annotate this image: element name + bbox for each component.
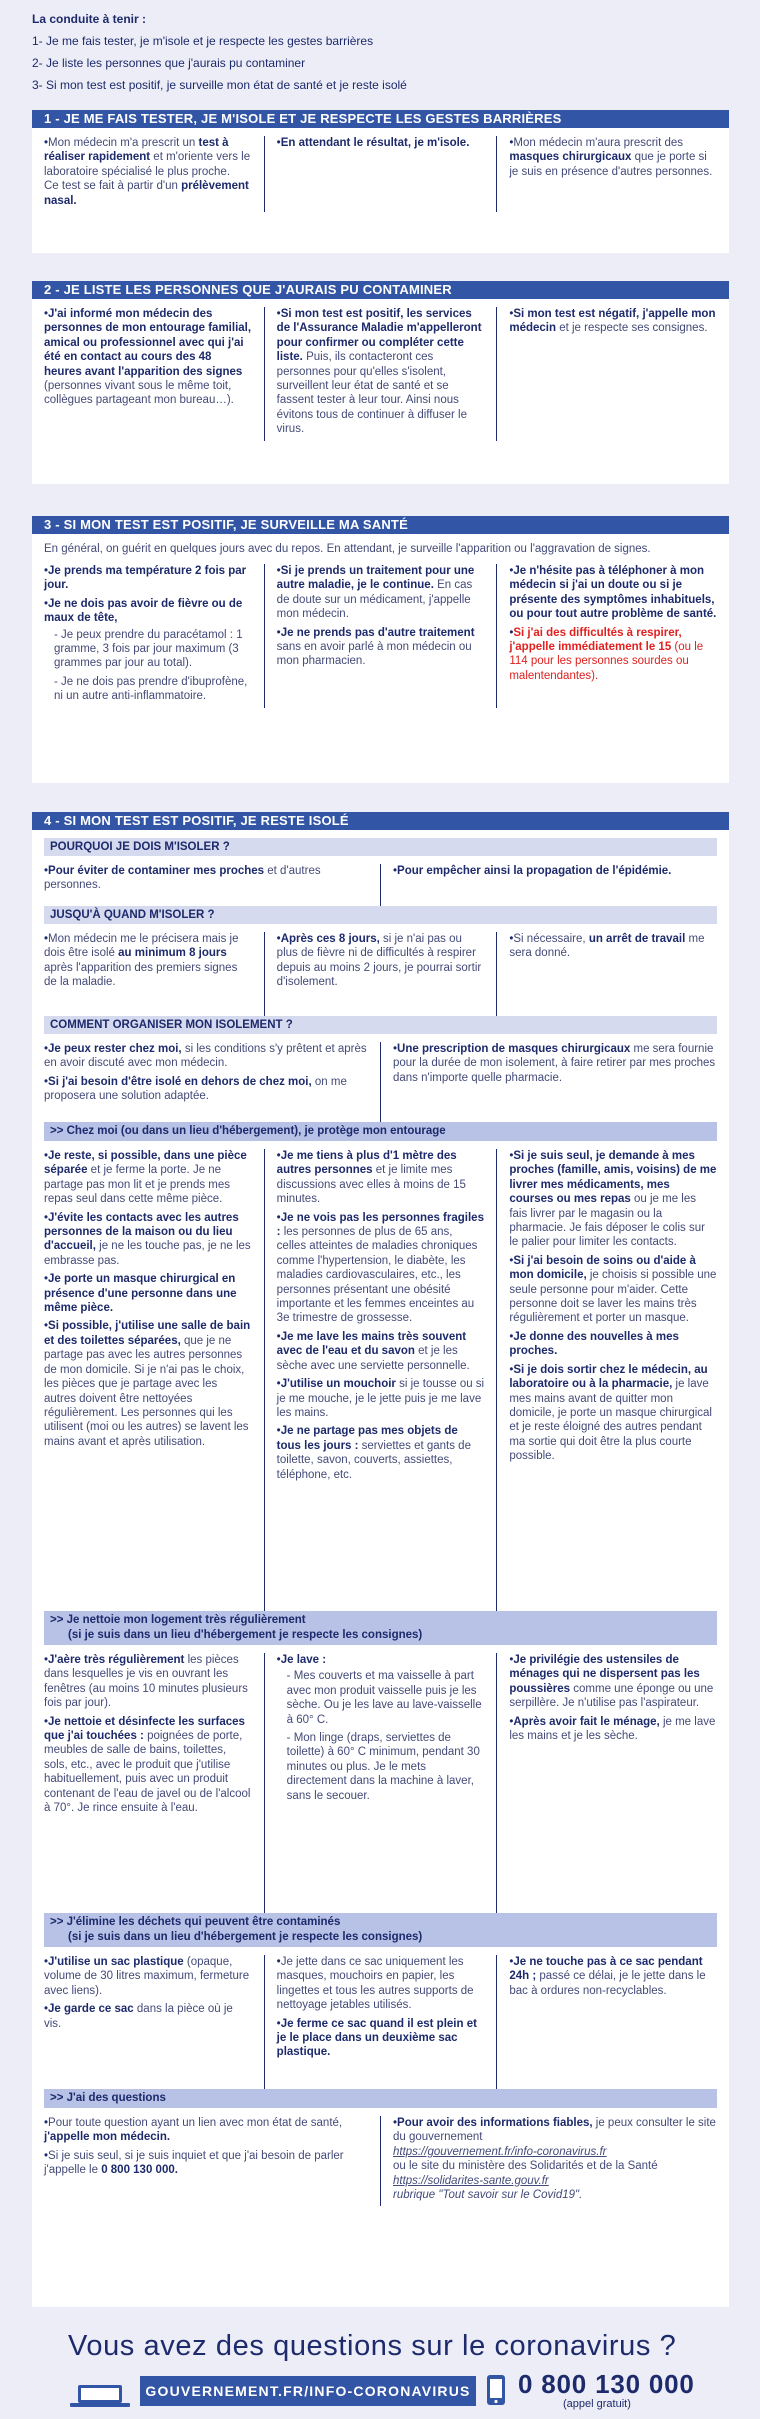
emergency-15: • Si j'ai des difficultés à respirer, j'appelle immédiatement le 15 (ou le 114 pour les personnes sourdes ou malentendantes). bbox=[509, 626, 717, 684]
waste-col-2: • Je jette dans ce sac uniquement les masques, mouchoirs en papier, les lingettes et tous les autres supports de nettoyage jetables utilisés. • Je ferme ce sac quand il est plein et je le place dans un deuxième sac plastique. bbox=[264, 1955, 497, 2089]
section-3 bbox=[32, 516, 729, 783]
clean-col-1: • J'aère très régulièrement les pièces dans lesquelles je vis en ouvrant les fenêtres (au moins 10 minutes plusieurs fois par jour). • Je nettoie et désinfecte les surfaces que j'ai touchées : poignées de porte, meubles de salle de bains, toilettes, sols, etc., avec le produit que j'utilise habituellement, puis avec un produit contenant de l'eau de javel ou de l'alcool à 70°. Je rince ensuite à l'eau. bbox=[32, 1653, 264, 1913]
phone-icon bbox=[486, 2374, 506, 2406]
footer-question: Vous avez des questions sur le coronavirus ? bbox=[68, 2330, 677, 2362]
why-col-2: • Pour empêcher ainsi la propagation de l'épidémie. bbox=[380, 864, 729, 906]
section-2-col-3: • Si mon test est négatif, j'appelle mon médecin et je respecte ses consignes. bbox=[496, 307, 729, 441]
how-col-1: • Je peux rester chez moi, si les conditions s'y prêtent et après en avoir discuté avec mon médecin. • Si j'ai besoin d'être isolé en dehors de chez moi, on me proposera une solution adaptée. bbox=[32, 1042, 380, 1122]
questions-heading: >> J'ai des questions bbox=[44, 2089, 717, 2108]
cleaning-heading: >> Je nettoie mon logement très régulièrement (si je suis dans un lieu d'hébergement je respecte les consignes) bbox=[44, 1611, 717, 1645]
home-col-3: • Si je suis seul, je demande à mes proches (famille, amis, voisins) de me livrer mes médicaments, mes courses ou mes repas ou je me les fais livrer par le magasin ou la pharmacie. Je fais déposer le colis sur le palier pour limiter les contacts. • Si j'ai besoin de soins ou d'aide à mon domicile, je choisis si possible une seule personne pour m'aider. Cette personne doit se laver les mains très régulièrement et porter un masque. • Je donne des nouvelles à mes proches. • Si je dois sortir chez le médecin, au laboratoire ou à la pharmacie, je lave mes mains avant de quitter mon domicile, je porte un masque chirurgical et je reste éloigné des autres pendant ma sortie qui doit être la plus courte possible. bbox=[496, 1149, 729, 1611]
how-organise-heading: COMMENT ORGANISER MON ISOLEMENT ? bbox=[44, 1016, 717, 1034]
helpline-number[interactable]: 0 800 130 000 bbox=[518, 2369, 695, 2399]
gouvernement-link[interactable]: https://gouvernement.fr/info-coronavirus.fr bbox=[393, 2145, 607, 2158]
section-1-col-1: • Mon médecin m'a prescrit un test à réaliser rapidement et m'oriente vers le laboratoire spécialisé le plus proche. Ce test se fait à partir d'un prélèvement nasal. bbox=[32, 136, 264, 212]
section-1 bbox=[32, 110, 729, 253]
section-2-title: 2 - JE LISTE LES PERSONNES QUE J'AURAIS PU CONTAMINER bbox=[32, 281, 729, 299]
intro-step-3: 3- Si mon test est positif, je surveille mon état de santé et je reste isolé bbox=[32, 78, 407, 92]
until-col-1: • Mon médecin me le précisera mais je dois être isolé au minimum 8 jours après l'apparition des premiers signes de la maladie. bbox=[32, 932, 264, 1016]
section-2 bbox=[32, 281, 729, 484]
section-1-col-3: • Mon médecin m'aura prescrit des masques chirurgicaux que je porte si je suis en présence d'autres personnes. bbox=[496, 136, 729, 212]
home-col-1: • Je reste, si possible, dans une pièce séparée et je ferme la porte. Je ne partage pas mon lit et je prends mes repas seul dans cette même pièce. • J'évite les contacts avec les autres personnes de la maison ou du lieu d'accueil, je ne les touche pas, je ne les embrasse pas. • Je porte un masque chirurgical en présence d'une personne dans une même pièce. • Si possible, j'utilise une salle de bain et des toilettes séparées, que je ne partage pas avec les autres personnes de mon domicile. Si je n'ai pas le choix, les pièces que je partage avec les autres doivent être nettoyées régulièrement. Les personnes qui les utilisent (moi ou les autres) se lavent les mains avant et après utilisation. bbox=[32, 1149, 264, 1611]
section-4-title: 4 - SI MON TEST EST POSITIF, JE RESTE ISOLÉ bbox=[32, 812, 729, 830]
questions-col-2: • Pour avoir des informations fiables, je peux consulter le site du gouvernement https://gouvernement.fr/info-coronavirus.fr ou le site du ministère des Solidarités et de la Santé https://solidarites-sante.gouv.fr rubrique "Tout savoir sur le Covid19". bbox=[380, 2116, 729, 2206]
why-isolate-heading: POURQUOI JE DOIS M'ISOLER ? bbox=[44, 838, 717, 856]
section-2-col-1: • J'ai informé mon médecin des personnes de mon entourage familial, amical ou professionnel avec qui j'ai été en contact au cours des 48 heures avant l'apparition des signes (personnes vivant sous le même toit, collègues partageant mon bureau…). bbox=[32, 307, 264, 441]
section-3-title: 3 - SI MON TEST EST POSITIF, JE SURVEILLE MA SANTÉ bbox=[32, 516, 729, 534]
section-3-col-2: • Si je prends un traitement pour une autre maladie, je le continue. En cas de doute sur un médicament, j'appelle mon médecin. • Je ne prends pas d'autre traitement sans en avoir parlé à mon médecin ou mon pharmacien. bbox=[264, 564, 497, 708]
questions-col-1: • Pour toute question ayant un lien avec mon état de santé, j'appelle mon médecin. • Si je suis seul, si je suis inquiet et que j'ai besoin de parler j'appelle le 0 800 130 000. bbox=[32, 2116, 380, 2206]
clean-col-2: • Je lave : - Mes couverts et ma vaisselle à part avec mon produit vaisselle puis je les sèche. Ou je les lave au lave-vaisselle à 60° C. - Mon linge (draps, serviettes de toilette) à 60° C minimum, pendant 30 minutes ou plus. Je le mets directement dans la machine à laver, sans le secouer. bbox=[264, 1653, 497, 1913]
section-3-intro: En général, on guérit en quelques jours avec du repos. En attendant, je surveille l'apparition ou l'aggravation de signes. bbox=[44, 543, 651, 555]
laptop-icon bbox=[70, 2384, 130, 2408]
section-3-col-1: • Je prends ma température 2 fois par jour. • Je ne dois pas avoir de fièvre ou de maux de tête, - Je peux prendre du paracétamol : 1 gramme, 3 fois par jour maximum (3 grammes par jour au total). - Je ne dois pas prendre d'ibuprofène, ni un autre anti-inflammatoire. bbox=[32, 564, 264, 708]
section-3-col-3: • Je n'hésite pas à téléphoner à mon médecin si j'ai un doute ou si je présente des symptômes inhabituels, ou pour tout autre problème de santé. • Si j'ai des difficultés à respirer, j'appelle immédiatement le 15 (ou le 114 pour les personnes sourdes ou malentendantes). bbox=[496, 564, 729, 708]
intro bbox=[32, 8, 732, 96]
how-col-2: • Une prescription de masques chirurgicaux me sera fournie pour la durée de mon isolement, à faire retirer par mes proches dans n'importe quelle pharmacie. bbox=[380, 1042, 729, 1122]
solidarites-link[interactable]: https://solidarites-sante.gouv.fr bbox=[393, 2174, 549, 2187]
until-col-3: • Si nécessaire, un arrêt de travail me sera donné. bbox=[496, 932, 729, 1016]
intro-step-1: 1- Je me fais tester, je m'isole et je respecte les gestes barrières bbox=[32, 34, 374, 48]
section-1-title: 1 - JE ME FAIS TESTER, JE M'ISOLE ET JE RESPECTE LES GESTES BARRIÈRES bbox=[32, 110, 729, 128]
until-when-heading: JUSQU'À QUAND M'ISOLER ? bbox=[44, 906, 717, 924]
intro-title: La conduite à tenir : bbox=[32, 12, 147, 26]
until-col-2: • Après ces 8 jours, si je n'ai pas ou plus de fièvre ni de difficultés à respirer depuis au moins 2 jours, je pourrai sortir d'isolement. bbox=[264, 932, 497, 1016]
waste-col-3: • Je ne touche pas à ce sac pendant 24h ; passé ce délai, je le jette dans le bac à ordures non-recyclables. bbox=[496, 1955, 729, 2089]
at-home-heading: >> Chez moi (ou dans un lieu d'hébergement), je protège mon entourage bbox=[44, 1122, 717, 1141]
footer bbox=[0, 2320, 760, 2419]
waste-heading: >> J'élimine les déchets qui peuvent être contaminés (si je suis dans un lieu d'hébergement je respecte les consignes) bbox=[44, 1913, 717, 1947]
section-2-col-2: • Si mon test est positif, les services de l'Assurance Maladie m'appelleront pour confirmer ou compléter cette liste. Puis, ils contacteront ces personnes pour qu'elles s'isolent, surveillent leur état de santé et se fassent tester à leur tour. Ainsi nous évitons tous de continuer à diffuser le virus. bbox=[264, 307, 497, 441]
section-4 bbox=[32, 812, 729, 2307]
info-coronavirus-url[interactable]: GOUVERNEMENT.FR/INFO-CORONAVIRUS bbox=[140, 2376, 476, 2406]
waste-col-1: • J'utilise un sac plastique (opaque, volume de 30 litres maximum, fermeture avec liens). • Je garde ce sac dans la pièce où je vis. bbox=[32, 1955, 264, 2089]
intro-step-2: 2- Je liste les personnes que j'aurais pu contaminer bbox=[32, 56, 306, 70]
why-col-1: • Pour éviter de contaminer mes proches et d'autres personnes. bbox=[32, 864, 380, 906]
section-1-col-2: • En attendant le résultat, je m'isole. bbox=[264, 136, 497, 212]
clean-col-3: • Je privilégie des ustensiles de ménages qui ne dispersent pas les poussières comme une éponge ou une serpillère. Je n'utilise pas l'aspirateur. • Après avoir fait le ménage, je me lave les mains et je les sèche. bbox=[496, 1653, 729, 1913]
free-call-note: (appel gratuit) bbox=[563, 2398, 631, 2410]
home-col-2: • Je me tiens à plus d'1 mètre des autres personnes et je limite mes discussions avec elles à moins de 15 minutes. • Je ne vois pas les personnes fragiles : les personnes de plus de 65 ans, celles atteintes de maladies chroniques comme l'hypertension, le diabète, les maladies cardiovasculaires, etc., les personnes présentant une obésité importante et les femmes enceintes au 3e trimestre de grossesse. • Je me lave les mains très souvent avec de l'eau et du savon et je les sèche avec une serviette personnelle. • J'utilise un mouchoir si je tousse ou si je me mouche, je le jette puis je me lave les mains. • Je ne partage pas mes objets de tous les jours : serviettes et gants de toilette, savon, couverts, assiettes, téléphone, etc. bbox=[264, 1149, 497, 1611]
